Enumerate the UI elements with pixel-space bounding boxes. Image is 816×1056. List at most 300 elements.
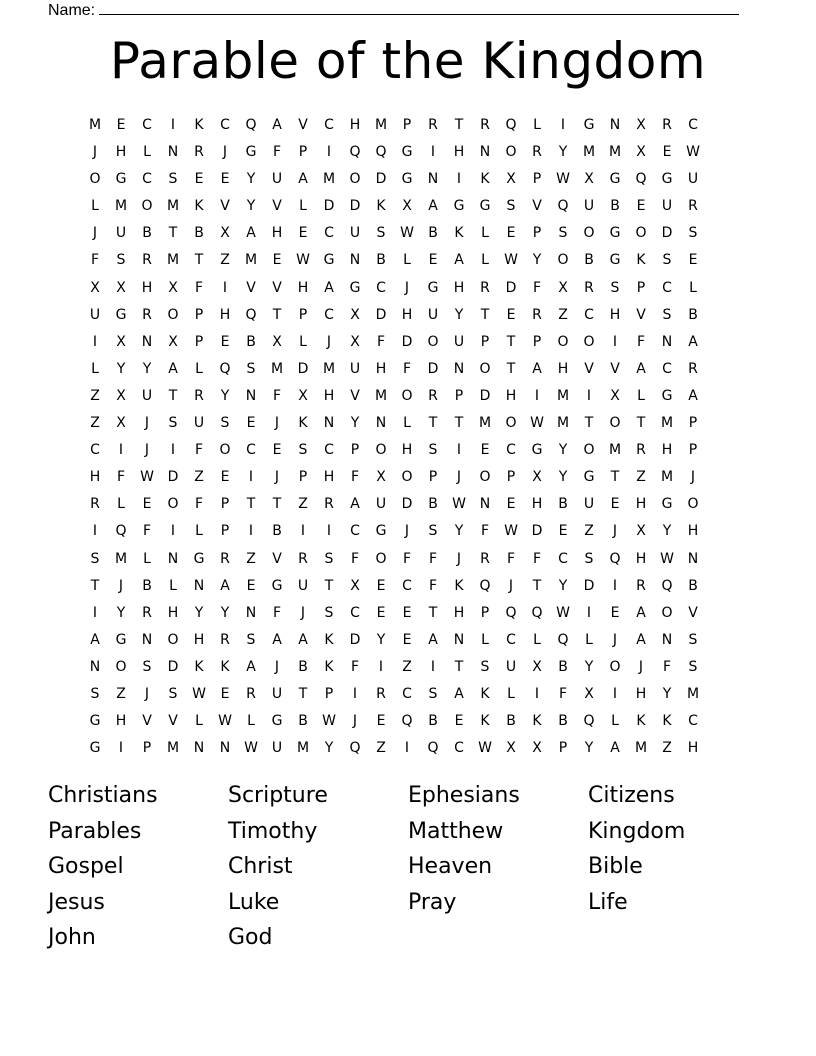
grid-cell: L bbox=[169, 577, 177, 594]
grid-cell: C bbox=[142, 171, 152, 188]
grid-cell: P bbox=[194, 333, 204, 350]
grid-cell: C bbox=[324, 117, 334, 133]
grid-cell: C bbox=[662, 360, 672, 377]
grid-cell: R bbox=[376, 685, 386, 702]
grid-cell: T bbox=[272, 306, 282, 323]
grid-cell: N bbox=[661, 631, 673, 648]
grid-cell: H bbox=[167, 604, 179, 621]
grid-cell: S bbox=[90, 685, 100, 702]
grid-cell: F bbox=[272, 604, 282, 621]
grid-cell: W bbox=[400, 225, 414, 242]
grid-cell: P bbox=[298, 144, 308, 161]
grid-cell: A bbox=[688, 387, 698, 404]
grid-cell: C bbox=[350, 604, 360, 621]
grid-cell: T bbox=[324, 577, 334, 594]
grid-cell: X bbox=[532, 469, 542, 486]
grid-cell: F bbox=[272, 144, 282, 161]
grid-cell: H bbox=[323, 469, 335, 486]
grid-cell: R bbox=[428, 117, 438, 133]
grid-cell: K bbox=[194, 658, 204, 675]
grid-row bbox=[82, 275, 706, 302]
grid-cell: E bbox=[194, 171, 204, 188]
grid-cell: Z bbox=[194, 469, 204, 486]
grid-cell: S bbox=[662, 252, 672, 269]
grid-cell: T bbox=[610, 469, 620, 486]
grid-cell: O bbox=[583, 442, 595, 459]
grid-cell: A bbox=[350, 496, 360, 513]
grid-cell: Y bbox=[246, 171, 256, 188]
grid-cell: S bbox=[428, 442, 438, 459]
grid-cell: V bbox=[532, 198, 542, 215]
grid-cell: B bbox=[298, 713, 308, 730]
grid-cell: M bbox=[374, 387, 388, 404]
grid-cell: L bbox=[195, 360, 203, 377]
grid-row bbox=[82, 329, 706, 356]
grid-cell: H bbox=[635, 550, 647, 567]
grid-cell: L bbox=[481, 631, 489, 648]
grid-cell: G bbox=[323, 252, 335, 269]
grid-cell: D bbox=[531, 523, 543, 540]
grid-cell: M bbox=[322, 360, 336, 377]
grid-cell: O bbox=[635, 225, 647, 242]
grid-cell: H bbox=[193, 631, 205, 648]
grid-cell: I bbox=[612, 577, 618, 594]
grid-cell: K bbox=[480, 713, 490, 730]
page-title: Parable of the Kingdom bbox=[109, 32, 707, 90]
grid-cell: K bbox=[636, 252, 646, 269]
word-item: John bbox=[48, 925, 96, 951]
grid-cell: H bbox=[531, 496, 543, 513]
grid-cell: G bbox=[271, 713, 283, 730]
grid-cell: H bbox=[635, 685, 647, 702]
grid-cell: A bbox=[90, 631, 100, 648]
grid-row bbox=[82, 166, 706, 193]
grid-cell: K bbox=[480, 171, 490, 188]
grid-cell: O bbox=[583, 333, 595, 350]
grid-row bbox=[82, 546, 706, 573]
grid-cell: W bbox=[218, 713, 232, 730]
grid-cell: V bbox=[584, 360, 594, 377]
grid-cell: G bbox=[453, 198, 465, 215]
grid-cell: P bbox=[324, 685, 334, 702]
grid-row bbox=[82, 681, 706, 708]
grid-cell: K bbox=[376, 198, 386, 215]
grid-cell: F bbox=[558, 685, 568, 702]
grid-cell: V bbox=[272, 198, 282, 215]
grid-cell: U bbox=[661, 198, 673, 215]
grid-cell: T bbox=[584, 415, 594, 432]
grid-cell: F bbox=[194, 279, 204, 296]
grid-cell: P bbox=[298, 469, 308, 486]
grid-cell: F bbox=[662, 658, 672, 675]
grid-cell: C bbox=[454, 740, 464, 757]
grid-cell: P bbox=[220, 496, 230, 513]
grid-cell: W bbox=[504, 252, 518, 269]
grid-cell: Y bbox=[584, 740, 594, 757]
grid-cell: H bbox=[115, 713, 127, 730]
grid-cell: P bbox=[532, 225, 542, 242]
grid-cell: J bbox=[352, 713, 358, 730]
grid-cell: P bbox=[480, 333, 490, 350]
grid-cell: O bbox=[661, 604, 673, 621]
grid-cell: V bbox=[272, 550, 282, 567]
grid-cell: N bbox=[89, 658, 101, 675]
grid-cell: R bbox=[532, 306, 542, 323]
grid-cell: H bbox=[505, 387, 517, 404]
name-underline[interactable] bbox=[99, 0, 739, 15]
grid-cell: S bbox=[480, 658, 490, 675]
grid-cell: I bbox=[92, 604, 98, 621]
grid-cell: T bbox=[272, 496, 282, 513]
grid-cell: X bbox=[168, 279, 178, 296]
grid-cell: A bbox=[272, 117, 282, 133]
grid-cell: U bbox=[453, 333, 465, 350]
grid-cell: J bbox=[144, 685, 150, 702]
grid-cell: G bbox=[245, 144, 257, 161]
grid-cell: L bbox=[585, 631, 593, 648]
grid-cell: R bbox=[324, 496, 334, 513]
grid-cell: Q bbox=[609, 550, 621, 567]
grid-cell: P bbox=[350, 442, 360, 459]
grid-cell: Q bbox=[375, 144, 387, 161]
grid-cell: U bbox=[141, 387, 153, 404]
grid-cell: M bbox=[660, 469, 674, 486]
grid-cell: F bbox=[116, 469, 126, 486]
grid-cell: J bbox=[92, 144, 98, 161]
grid-cell: R bbox=[662, 117, 672, 133]
grid-cell: J bbox=[690, 469, 696, 486]
grid-cell: I bbox=[222, 279, 228, 296]
grid-cell: N bbox=[427, 171, 439, 188]
grid-cell: S bbox=[168, 415, 178, 432]
grid-cell: M bbox=[374, 117, 388, 133]
grid-row bbox=[82, 302, 706, 329]
grid-cell: J bbox=[92, 225, 98, 242]
grid-cell: L bbox=[299, 333, 307, 350]
grid-cell: W bbox=[244, 740, 258, 757]
grid-cell: M bbox=[634, 740, 648, 757]
grid-cell: J bbox=[222, 144, 228, 161]
grid-cell: N bbox=[323, 415, 335, 432]
grid-cell: Q bbox=[115, 523, 127, 540]
grid-cell: Y bbox=[584, 658, 594, 675]
grid-cell: Y bbox=[558, 442, 568, 459]
grid-cell: T bbox=[168, 225, 178, 242]
grid-cell: W bbox=[192, 685, 206, 702]
grid-cell: D bbox=[401, 333, 413, 350]
grid-cell: T bbox=[506, 360, 516, 377]
grid-cell: I bbox=[430, 658, 436, 675]
grid-cell: L bbox=[481, 225, 489, 242]
word-row bbox=[48, 920, 768, 956]
grid-cell: W bbox=[452, 496, 466, 513]
grid-cell: C bbox=[324, 306, 334, 323]
grid-cell: S bbox=[324, 550, 334, 567]
grid-cell: I bbox=[586, 387, 592, 404]
grid-cell: T bbox=[428, 604, 438, 621]
grid-cell: G bbox=[349, 279, 361, 296]
grid-cell: Z bbox=[558, 306, 568, 323]
grid-cell: I bbox=[170, 442, 176, 459]
grid-cell: A bbox=[532, 360, 542, 377]
grid-cell: M bbox=[608, 442, 622, 459]
grid-cell: Q bbox=[505, 604, 517, 621]
grid-cell: N bbox=[141, 333, 153, 350]
grid-cell: L bbox=[91, 360, 99, 377]
grid-cell: L bbox=[481, 252, 489, 269]
grid-cell: K bbox=[194, 117, 204, 133]
grid-cell: B bbox=[376, 252, 386, 269]
grid-cell: M bbox=[166, 740, 180, 757]
grid-cell: X bbox=[298, 387, 308, 404]
grid-cell: B bbox=[246, 333, 256, 350]
grid-cell: J bbox=[404, 523, 410, 540]
grid-cell: X bbox=[402, 198, 412, 215]
grid-cell: E bbox=[428, 252, 438, 269]
grid-cell: K bbox=[636, 713, 646, 730]
grid-cell: P bbox=[402, 117, 412, 133]
grid-cell: M bbox=[686, 685, 700, 702]
grid-cell: W bbox=[322, 713, 336, 730]
grid-cell: N bbox=[167, 144, 179, 161]
grid-cell: Q bbox=[557, 198, 569, 215]
grid-cell: U bbox=[375, 496, 387, 513]
grid-row bbox=[82, 518, 706, 545]
grid-cell: H bbox=[349, 117, 361, 133]
grid-cell: E bbox=[610, 604, 620, 621]
grid-cell: X bbox=[168, 333, 178, 350]
grid-cell: S bbox=[246, 631, 256, 648]
grid-cell: M bbox=[296, 740, 310, 757]
grid-cell: L bbox=[195, 713, 203, 730]
grid-cell: A bbox=[610, 740, 620, 757]
grid-cell: M bbox=[270, 360, 284, 377]
grid-cell: Y bbox=[194, 604, 204, 621]
grid-cell: Z bbox=[662, 740, 672, 757]
grid-cell: T bbox=[454, 415, 464, 432]
grid-cell: I bbox=[352, 685, 358, 702]
grid-cell: I bbox=[92, 523, 98, 540]
grid-cell: E bbox=[116, 117, 126, 133]
word-item: Kingdom bbox=[588, 818, 686, 844]
grid-cell: E bbox=[402, 631, 412, 648]
grid-cell: F bbox=[636, 333, 646, 350]
grid-cell: X bbox=[350, 333, 360, 350]
grid-cell: N bbox=[349, 252, 361, 269]
grid-cell: D bbox=[505, 279, 517, 296]
grid-cell: J bbox=[144, 442, 150, 459]
word-item: Matthew bbox=[408, 818, 504, 844]
grid-cell: U bbox=[687, 171, 699, 188]
grid-cell: Z bbox=[116, 685, 126, 702]
grid-cell: R bbox=[532, 144, 542, 161]
grid-cell: C bbox=[324, 442, 334, 459]
grid-cell: Z bbox=[636, 469, 646, 486]
grid-cell: F bbox=[532, 279, 542, 296]
grid-cell: A bbox=[428, 631, 438, 648]
grid-cell: E bbox=[246, 577, 256, 594]
grid-cell: K bbox=[194, 198, 204, 215]
grid-cell: P bbox=[558, 740, 568, 757]
grid-cell: N bbox=[609, 117, 621, 133]
grid-cell: C bbox=[142, 117, 152, 133]
grid-cell: S bbox=[506, 198, 516, 215]
grid-cell: G bbox=[661, 171, 673, 188]
grid-row bbox=[82, 735, 706, 762]
grid-cell: X bbox=[636, 117, 646, 133]
grid-cell: L bbox=[533, 631, 541, 648]
grid-cell: Q bbox=[245, 117, 257, 133]
grid-cell: N bbox=[375, 415, 387, 432]
grid-cell: H bbox=[687, 740, 699, 757]
grid-cell: Y bbox=[454, 306, 464, 323]
grid-cell: C bbox=[324, 225, 334, 242]
grid-cell: V bbox=[636, 306, 646, 323]
grid-row bbox=[82, 708, 706, 735]
grid-cell: W bbox=[478, 740, 492, 757]
grid-cell: O bbox=[583, 225, 595, 242]
grid-cell: L bbox=[195, 523, 203, 540]
name-field[interactable] bbox=[48, 0, 739, 20]
grid-cell: F bbox=[90, 252, 100, 269]
grid-cell: F bbox=[532, 550, 542, 567]
grid-cell: Y bbox=[350, 415, 360, 432]
grid-cell: V bbox=[272, 279, 282, 296]
grid-cell: W bbox=[530, 415, 544, 432]
grid-cell: Y bbox=[662, 685, 672, 702]
grid-cell: Q bbox=[245, 306, 257, 323]
grid-cell: Q bbox=[531, 604, 543, 621]
grid-row bbox=[82, 247, 706, 274]
grid-cell: G bbox=[115, 631, 127, 648]
grid-cell: J bbox=[274, 658, 280, 675]
grid-cell: O bbox=[609, 658, 621, 675]
grid-cell: F bbox=[376, 333, 386, 350]
grid-cell: X bbox=[116, 333, 126, 350]
grid-cell: T bbox=[454, 658, 464, 675]
grid-cell: A bbox=[454, 252, 464, 269]
grid-cell: C bbox=[506, 442, 516, 459]
grid-cell: X bbox=[584, 685, 594, 702]
grid-cell: B bbox=[558, 713, 568, 730]
grid-cell: G bbox=[401, 144, 413, 161]
grid-cell: X bbox=[584, 171, 594, 188]
grid-cell: N bbox=[453, 631, 465, 648]
grid-cell: M bbox=[478, 415, 492, 432]
grid-cell: F bbox=[272, 387, 282, 404]
grid-cell: T bbox=[454, 117, 464, 133]
grid-cell: B bbox=[688, 306, 698, 323]
grid-cell: B bbox=[428, 225, 438, 242]
grid-cell: H bbox=[687, 523, 699, 540]
grid-cell: F bbox=[428, 550, 438, 567]
grid-cell: E bbox=[610, 496, 620, 513]
grid-cell: S bbox=[90, 550, 100, 567]
grid-cell: O bbox=[401, 387, 413, 404]
grid-cell: E bbox=[220, 469, 230, 486]
grid-cell: E bbox=[298, 225, 308, 242]
grid-cell: T bbox=[90, 577, 100, 594]
grid-cell: L bbox=[689, 279, 697, 296]
grid-cell: K bbox=[298, 415, 308, 432]
grid-cell: L bbox=[533, 117, 541, 133]
grid-cell: H bbox=[401, 442, 413, 459]
grid-cell: O bbox=[609, 415, 621, 432]
grid-cell: S bbox=[688, 631, 698, 648]
grid-cell: V bbox=[298, 117, 308, 133]
grid-cell: Z bbox=[584, 523, 594, 540]
grid-cell: F bbox=[194, 442, 204, 459]
word-list bbox=[48, 778, 768, 956]
word-item: Bible bbox=[588, 854, 643, 880]
grid-cell: J bbox=[612, 631, 618, 648]
grid-cell: G bbox=[401, 171, 413, 188]
grid-cell: T bbox=[168, 387, 178, 404]
grid-cell: F bbox=[402, 550, 412, 567]
grid-cell: I bbox=[456, 171, 462, 188]
grid-cell: E bbox=[272, 442, 282, 459]
grid-cell: C bbox=[584, 306, 594, 323]
grid-cell: J bbox=[508, 577, 514, 594]
grid-cell: X bbox=[116, 415, 126, 432]
grid-cell: I bbox=[92, 333, 98, 350]
grid-cell: Z bbox=[220, 252, 230, 269]
grid-cell: D bbox=[427, 360, 439, 377]
grid-cell: Y bbox=[376, 631, 386, 648]
grid-cell: S bbox=[168, 685, 178, 702]
grid-cell: L bbox=[117, 496, 125, 513]
grid-cell: R bbox=[142, 252, 152, 269]
grid-cell: U bbox=[505, 658, 517, 675]
grid-cell: R bbox=[480, 550, 490, 567]
grid-cell: A bbox=[298, 171, 308, 188]
grid-cell: O bbox=[557, 333, 569, 350]
grid-cell: Z bbox=[376, 740, 386, 757]
grid-cell: V bbox=[350, 387, 360, 404]
grid-row bbox=[82, 193, 706, 220]
grid-cell: M bbox=[244, 252, 258, 269]
grid-cell: I bbox=[612, 685, 618, 702]
grid-cell: S bbox=[324, 604, 334, 621]
grid-cell: J bbox=[274, 469, 280, 486]
grid-cell: C bbox=[688, 117, 698, 133]
grid-cell: R bbox=[90, 496, 100, 513]
grid-cell: P bbox=[480, 604, 490, 621]
grid-cell: H bbox=[89, 469, 101, 486]
grid-cell: J bbox=[326, 333, 332, 350]
grid-cell: E bbox=[480, 442, 490, 459]
grid-cell: I bbox=[534, 685, 540, 702]
grid-cell: H bbox=[453, 144, 465, 161]
grid-cell: S bbox=[584, 550, 594, 567]
grid-cell: V bbox=[168, 713, 178, 730]
word-item: Heaven bbox=[408, 854, 493, 880]
grid-cell: Y bbox=[246, 198, 256, 215]
grid-cell: R bbox=[480, 117, 490, 133]
grid-cell: D bbox=[167, 658, 179, 675]
grid-cell: L bbox=[403, 252, 411, 269]
grid-cell: R bbox=[428, 387, 438, 404]
grid-cell: U bbox=[115, 225, 127, 242]
grid-cell: E bbox=[454, 713, 464, 730]
word-row bbox=[48, 849, 768, 885]
grid-cell: L bbox=[611, 713, 619, 730]
grid-cell: U bbox=[297, 577, 309, 594]
grid-cell: I bbox=[612, 333, 618, 350]
grid-cell: S bbox=[116, 252, 126, 269]
grid-cell: Q bbox=[427, 740, 439, 757]
grid-cell: Z bbox=[90, 387, 100, 404]
